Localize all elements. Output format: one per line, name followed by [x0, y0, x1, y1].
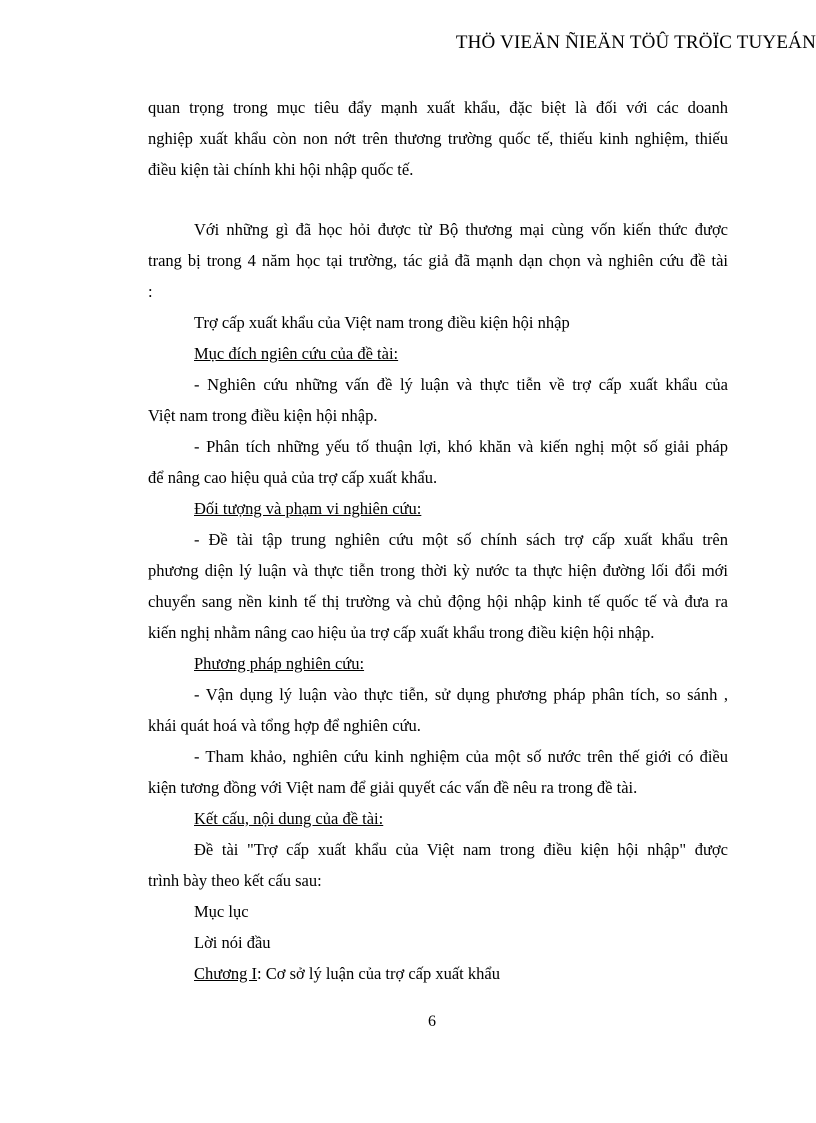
paragraph-line: trang bị trong 4 năm học tại trường, tác giả đã mạnh dạn chọn và nghiên cứu đề tài	[148, 251, 728, 270]
paragraph-line: chuyển sang nền kinh tế thị trường và chủ động hội nhập kinh tế quốc tế và đưa ra	[148, 592, 728, 611]
toc-item: Lời nói đầu	[194, 933, 271, 952]
paragraph-line: Với những gì đã học hỏi được từ Bộ thương mại cùng vốn kiến thức được	[194, 220, 728, 239]
paragraph-line: để nâng cao hiệu quả của trợ cấp xuất khẩu.	[148, 468, 438, 487]
structure-heading-text: Kết cấu, nội dung của đề tài:	[194, 809, 384, 828]
scope-heading-text: Đối tượng và phạm vi nghiên cứu:	[194, 499, 422, 518]
paragraph-line: trình bày theo kết cấu sau:	[148, 871, 322, 890]
paragraph-line: :	[148, 282, 153, 301]
paragraph-line: - Đề tài tập trung nghiên cứu một số chính sách trợ cấp xuất khẩu trên	[194, 530, 728, 549]
page-header: THÖ VIEÄN ÑIEÄN TÖÛ TRÖÏC TUYEÁN	[455, 32, 816, 53]
toc-item-chapter-1	[148, 958, 728, 989]
method-heading	[148, 648, 728, 679]
topic-title: Trợ cấp xuất khẩu của Việt nam trong điều kiện hội nhập	[194, 313, 570, 332]
paragraph-line: Đề tài "Trợ cấp xuất khẩu của Việt nam trong điều kiện hội nhập" được	[194, 840, 728, 859]
paragraph-line: khái quát hoá và tổng hợp để nghiên cứu.	[148, 716, 421, 735]
paragraph-line: điều kiện tài chính khi hội nhập quốc tế.	[148, 160, 414, 179]
page-number: 6	[428, 1013, 436, 1030]
paragraph-line: kiến nghị nhằm nâng cao hiệu ủa trợ cấp xuất khẩu trong điều kiện hội nhập.	[148, 623, 655, 642]
paragraph-line: - Phân tích những yếu tố thuận lợi, khó khăn và kiến nghị một số giải pháp	[194, 437, 728, 456]
chapter-label: Chương I	[194, 964, 258, 983]
toc-item: Mục lục	[194, 902, 249, 921]
paragraph-line: phương diện lý luận và thực tiễn trong thời kỳ nước ta thực hiện đường lối đổi mới	[148, 561, 728, 580]
structure-heading	[148, 803, 728, 834]
chapter-title: : Cơ sở lý luận của trợ cấp xuất khẩu	[257, 964, 500, 983]
purpose-heading-text: Mục đích ngiên cứu của đề tài:	[194, 344, 399, 363]
scope-heading	[148, 493, 728, 524]
purpose-heading	[148, 338, 728, 369]
paragraph-line: quan trọng trong mục tiêu đẩy mạnh xuất khẩu, đặc biệt là đối với các doanh	[148, 98, 728, 117]
document-body	[148, 92, 728, 989]
paragraph-line: nghiệp xuất khẩu còn non nớt trên thương trường quốc tế, thiếu kinh nghiệm, thiếu	[148, 129, 728, 148]
paragraph-line: - Nghiên cứu những vấn đề lý luận và thực tiễn về trợ cấp xuất khẩu của	[194, 375, 728, 394]
method-heading-text: Phương pháp nghiên cứu:	[194, 654, 365, 673]
paragraph-line: - Vận dụng lý luận vào thực tiễn, sử dụng phương pháp phân tích, so sánh ,	[194, 685, 728, 704]
paragraph-line: Việt nam trong điều kiện hội nhập.	[148, 406, 378, 425]
paragraph-line: kiện tương đồng với Việt nam để giải quyết các vấn đề nêu ra trong đề tài.	[148, 778, 638, 797]
paragraph-line: - Tham khảo, nghiên cứu kinh nghiệm của một số nước trên thế giới có điều	[194, 747, 728, 766]
